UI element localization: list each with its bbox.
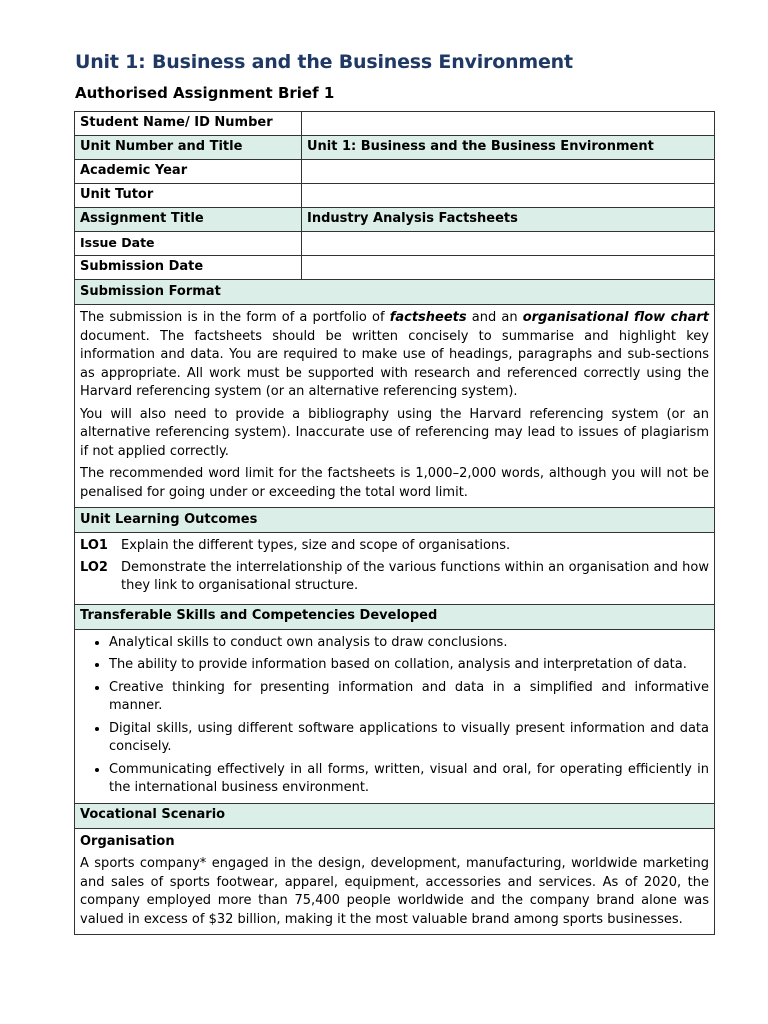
submission-format-body bbox=[75, 305, 715, 508]
learning-outcome-item bbox=[80, 559, 709, 596]
issue-date-label: Issue Date bbox=[75, 232, 302, 256]
unit-number-title-value: Unit 1: Business and the Business Environment bbox=[302, 136, 715, 160]
page-title: Unit 1: Business and the Business Environment bbox=[75, 51, 573, 73]
vocational-scenario-body bbox=[75, 828, 715, 935]
learning-outcomes-heading: Unit Learning Outcomes bbox=[75, 508, 715, 533]
lo1-text: Explain the different types, size and scope of organisations. bbox=[121, 538, 511, 553]
skills-list bbox=[80, 634, 709, 798]
p1-text-c: document. The factsheets should be written concisely to summarise and highlight key information and data. You are required to make use of headings, paragraphs and sub-sections as appropriate. All work must be supported with research and referenced correctly using the Harvard referencing system (or an alternative referencing system). bbox=[80, 328, 709, 399]
row-submission-date bbox=[75, 256, 715, 280]
brief-title: Authorised Assignment Brief 1 bbox=[75, 84, 335, 102]
flow-chart-emphasis: organisational flow chart bbox=[522, 310, 710, 325]
p1-text-a: The submission is in the form of a portfolio of bbox=[80, 310, 390, 325]
assignment-title-label: Assignment Title bbox=[75, 208, 302, 232]
row-unit-tutor bbox=[75, 184, 715, 208]
skills-list-item: • Communicating effectively in all forms, written, visual and oral, for operating efficiently in the international business environment. bbox=[109, 761, 709, 798]
unit-tutor-label: Unit Tutor bbox=[75, 184, 302, 208]
student-name-label: Student Name/ ID Number bbox=[75, 112, 302, 136]
lo2-text: Demonstrate the interrelationship of the various functions within an organisation and how they link to organisational structure. bbox=[121, 559, 709, 593]
lo1-code: LO1 bbox=[80, 538, 108, 553]
organisation-description: A sports company* engaged in the design, development, manufacturing, worldwide marketing and sales of sports footwear, apparel, equipment, accessories and services. As of 2020, the company employed more than 75,400 people worldwide and the company brand alone was valued in excess of $32 billion, making it the most valuable brand among sports businesses. bbox=[80, 856, 709, 927]
lo2-code: LO2 bbox=[80, 559, 108, 575]
academic-year-label: Academic Year bbox=[75, 160, 302, 184]
skills-list-item: • Creative thinking for presenting information and data in a simplified and informative manner. bbox=[109, 679, 709, 716]
skills-list-item: • Digital skills, using different software applications to visually present information and data concisely. bbox=[109, 720, 709, 757]
skills-list-item: • Analytical skills to conduct own analysis to draw conclusions. bbox=[109, 634, 709, 653]
learning-outcomes-body bbox=[75, 533, 715, 605]
row-issue-date bbox=[75, 232, 715, 256]
factsheets-emphasis: factsheets bbox=[389, 310, 467, 325]
row-academic-year bbox=[75, 160, 715, 184]
issue-date-value bbox=[302, 232, 715, 256]
submission-date-label: Submission Date bbox=[75, 256, 302, 280]
skills-heading: Transferable Skills and Competencies Developed bbox=[75, 604, 715, 629]
p1-text-b: and an bbox=[466, 310, 523, 325]
organisation-subheading: Organisation bbox=[80, 833, 175, 849]
row-assignment-title bbox=[75, 208, 715, 232]
academic-year-value bbox=[302, 160, 715, 184]
assignment-brief-table bbox=[74, 111, 715, 935]
assignment-title-value: Industry Analysis Factsheets bbox=[302, 208, 715, 232]
unit-tutor-value bbox=[302, 184, 715, 208]
learning-outcome-item bbox=[80, 537, 709, 556]
skills-list-item: • The ability to provide information based on collation, analysis and interpretation of data. bbox=[109, 656, 709, 675]
student-name-value bbox=[302, 112, 715, 136]
submission-format-paragraph-2: You will also need to provide a bibliography using the Harvard referencing system (or an alternative referencing system). Inaccurate use of referencing may lead to issues of plagiarism if not applied correctly. bbox=[80, 406, 709, 459]
row-unit-number-title bbox=[75, 136, 715, 160]
submission-date-value bbox=[302, 256, 715, 280]
skills-body bbox=[75, 629, 715, 803]
submission-format-heading: Submission Format bbox=[75, 280, 715, 305]
row-student-name bbox=[75, 112, 715, 136]
unit-number-title-label: Unit Number and Title bbox=[75, 136, 302, 160]
vocational-scenario-heading: Vocational Scenario bbox=[75, 803, 715, 828]
submission-format-paragraph-1 bbox=[80, 309, 709, 402]
submission-format-paragraph-3: The recommended word limit for the factsheets is 1,000–2,000 words, although you will not be penalised for going under or exceeding the total word limit. bbox=[80, 466, 709, 500]
